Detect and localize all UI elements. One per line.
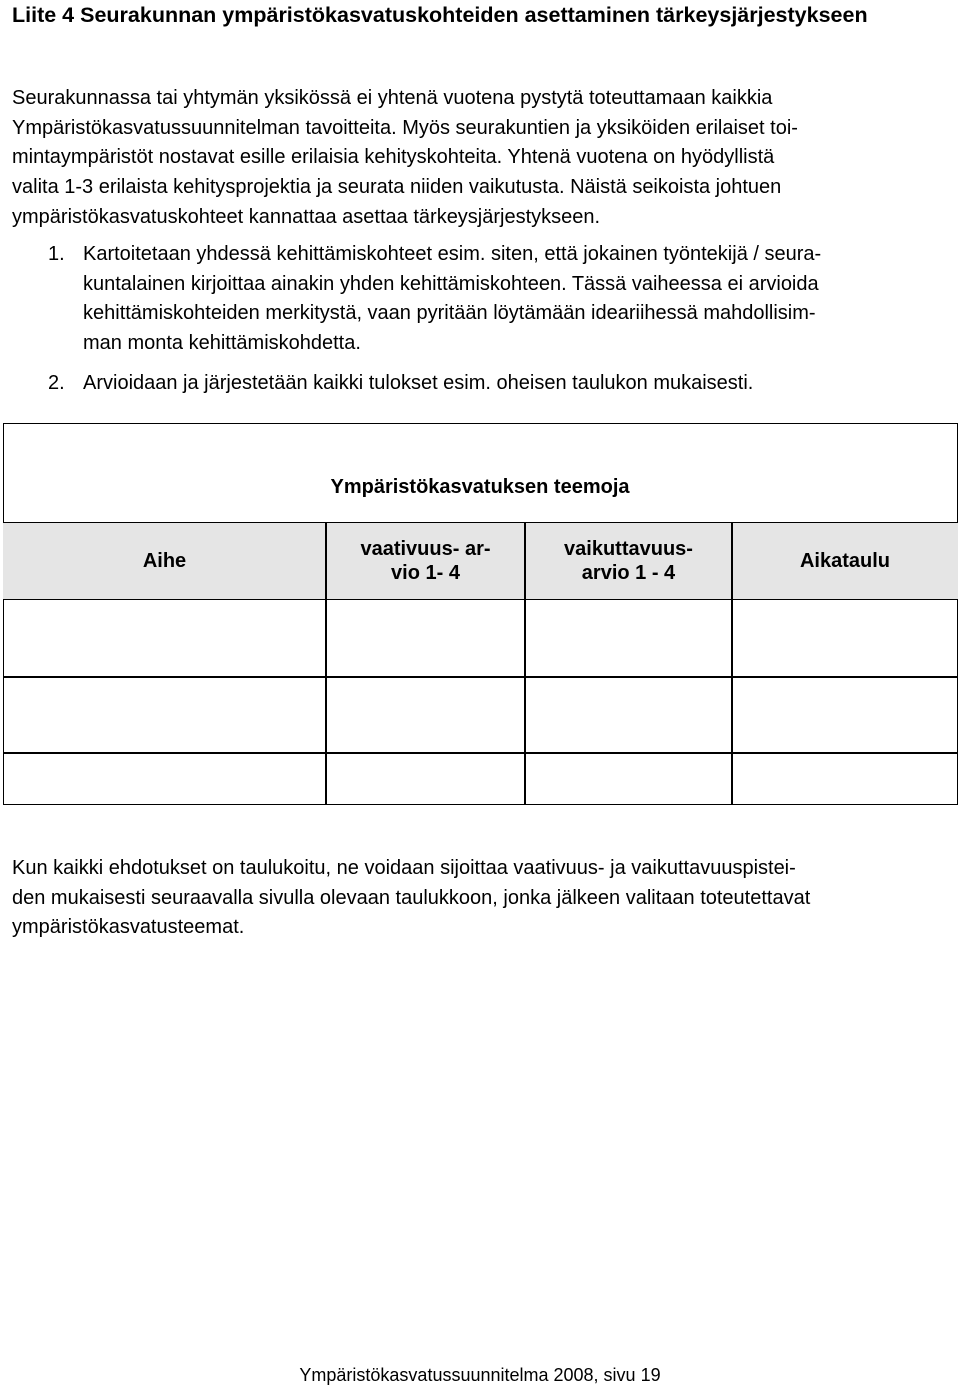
table-cell-vaikuttavuus[interactable] [526,678,730,751]
table-cell-aihe[interactable] [4,600,324,675]
list-item-line: man monta kehittämiskohdetta. [83,332,361,355]
list-item-line: kehittämiskohteiden merkitystä, vaan pyritään löytämään ideariihessä mahdollisim- [83,302,816,325]
table-cell-vaikuttavuus[interactable] [526,600,730,675]
table-cell-aikataulu[interactable] [733,600,957,675]
table-cell-vaikuttavuus[interactable] [526,754,730,804]
table-cell-aihe[interactable] [4,754,324,804]
intro-line: Ympäristökasvatussuunnitelman tavoitteita. Myös seurakuntien ja yksiköiden erilaiset toi- [12,116,798,139]
header-cell-vaikuttavuus: vaikuttavuus- arvio 1 - 4 [564,538,693,584]
document-title: Liite 4 Seurakunnan ympäristökasvatuskohteiden asettaminen tärkeysjärjestykseen [12,3,868,27]
table-header-row [3,522,958,600]
intro-paragraph [12,84,947,233]
list-item-line: Kartoitetaan yhdessä kehittämiskohteet esim. siten, että jokainen työntekijä / seura- [83,243,822,265]
table-cell-vaativuus[interactable] [327,678,523,751]
header-cell-aikataulu: Aikataulu [799,550,891,572]
table-cell-vaativuus[interactable] [327,600,523,675]
table-cell-aikataulu[interactable] [733,754,957,804]
table-cell-aihe[interactable] [4,678,324,751]
header-cell-aihe: Aihe [142,550,187,572]
intro-line: mintaympäristöt nostavat esille erilaisia kehityskohteita. Yhtenä vuotena on hyödyllistä [12,146,775,169]
page-footer: Ympäristökasvatussuunnitelma 2008, sivu 19 [299,1365,661,1385]
table-title: Ympäristökasvatuksen teemoja [330,476,630,498]
list-item-line: Arvioidaan ja järjestetään kaikki tulokset esim. oheisen taulukon mukaisesti. [83,372,754,394]
list-item-number: 2. [48,372,65,394]
table-cell-vaativuus[interactable] [327,754,523,804]
outro-paragraph [12,854,947,943]
intro-line: Seurakunnassa tai yhtymän yksikössä ei yhtenä vuotena pystytä toteuttamaan kaikkia [12,87,773,109]
header-cell-vaativuus: vaativuus- ar- vio 1- 4 [360,538,491,584]
outro-line: Kun kaikki ehdotukset on taulukoitu, ne voidaan sijoittaa vaativuus- ja vaikuttavuuspistei- [12,857,796,879]
list-item-1 [48,240,948,359]
list-item-line: kuntalainen kirjoittaa ainakin yhden kehittämiskohteen. Tässä vaiheessa ei arvioida [83,272,819,295]
table-cell-aikataulu[interactable] [733,678,957,751]
outro-line: ympäristökasvatusteemat. [12,916,245,939]
intro-line: ympäristökasvatuskohteet kannattaa asettaa tärkeysjärjestykseen. [12,205,601,228]
intro-line: valita 1-3 erilaista kehitysprojektia ja seurata niiden vaikutusta. Näistä seikoista johtuen [12,176,782,199]
list-item-number: 1. [48,243,65,265]
list-item-2 [48,369,948,399]
outro-line: den mukaisesti seuraavalla sivulla olevaan taulukkoon, jonka jälkeen valitaan toteutettavat [12,886,811,909]
